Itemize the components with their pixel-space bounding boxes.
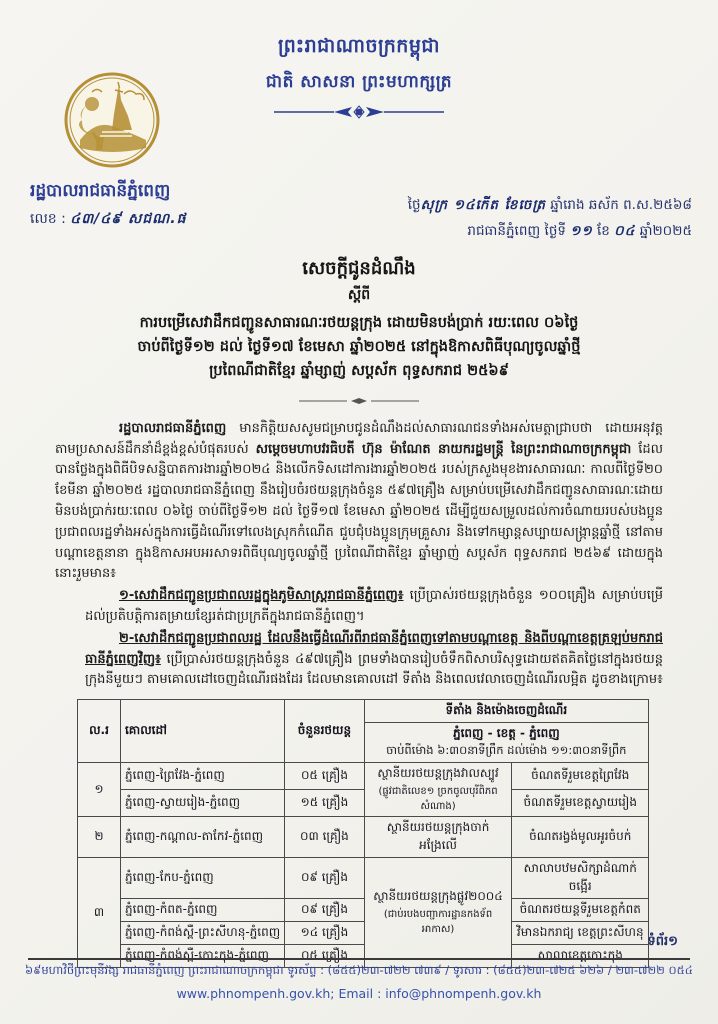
- table-row: [78, 858, 649, 899]
- route-cell: ភ្នំពេញ-កណ្តាល-តាកែវ-ភ្នំពេញ: [120, 817, 284, 858]
- col-header-location-sub: [364, 723, 648, 763]
- col-header-bus-count: ចំនួនរថយន្ត: [285, 700, 364, 763]
- issuer-name: រដ្ឋបាលរាជធានីភ្នំពេញ: [30, 181, 171, 201]
- col-header-no: ល.រ: [78, 700, 121, 763]
- subject-line-2: ចាប់ពីថ្ងៃទី១២ ដល់ ថ្ងៃទី១៧ ខែមេសា ឆ្នាំ២០២៥ នៅក្នុងឱកាសពិធីបុណ្យចូលឆ្នាំថ្មី: [137, 338, 581, 355]
- lunar-date-suffix: ឆ្នាំរោង ឆស័ក ព.ស.២៥៦៨: [545, 197, 692, 213]
- count-cell: ១៥ គ្រឿង: [285, 790, 364, 817]
- group-3-station: [364, 858, 512, 968]
- page-number: ទំព័រ១: [647, 934, 678, 949]
- stop-cell: ចំណតរង្វង់មូលអូរចំបក់: [512, 817, 649, 858]
- count-cell: ០៥ គ្រឿង: [285, 763, 364, 790]
- date-place-prefix: រាជធានីភ្នំពេញ ថ្ងៃទី: [467, 223, 566, 239]
- date-year: ឆ្នាំ២០២៥: [639, 223, 692, 239]
- col-header-location-title: ទីតាំង និងម៉ោងចេញដំណើរ: [364, 700, 648, 723]
- table-row: [78, 763, 649, 790]
- lunar-date-line: [408, 196, 692, 216]
- stop-cell: ចំណតទីរួមខេត្តព្រៃវែង: [512, 763, 649, 790]
- body-paragraphs: [55, 419, 663, 691]
- stop-cell: ចំណតរថយន្តទីរួមខេត្តកំពត: [512, 899, 649, 922]
- stop-cell: ចំណតទីរួមខេត្តស្វាយរៀង: [512, 790, 649, 817]
- col-header-destination: គោលដៅ: [120, 700, 284, 763]
- point-2: [55, 629, 663, 691]
- document-body: [55, 256, 663, 968]
- footer-divider: [28, 958, 690, 960]
- point-1-lead: ១-សេវាដឹកជញ្ជូនប្រជាពលរដ្ឋក្នុងភូមិសាស្ត្ររាជធានីភ្នំពេញ៖: [119, 588, 404, 604]
- station-note: (ជាប់របងបញ្ជាការដ្ឋានកងទ័ពអាកាស): [383, 909, 493, 936]
- bus-schedule-table: [77, 699, 649, 968]
- stop-cell: សាលាបឋមសិក្សាដំណាក់ចង្អើរ: [512, 858, 649, 899]
- count-cell: ០៥ គ្រឿង: [285, 945, 364, 968]
- stop-cell: វិមានឯករាជ្យ ខេត្តព្រះសីហនុ: [512, 922, 649, 945]
- table-row: [78, 922, 649, 945]
- station-name: ស្ថានីយរថយន្តក្រុងផ្លូវ២០០៤: [373, 889, 503, 904]
- count-cell: ០៩ គ្រឿង: [285, 858, 364, 899]
- subject-line-1: ការបម្រើសេវាដឹកជញ្ជូនសាធារណៈរថយន្តក្រុង ដោយមិនបង់ប្រាក់ រយៈពេល ០៦ថ្ងៃ: [139, 315, 579, 331]
- count-cell: ០៩ គ្រឿង: [285, 899, 364, 922]
- pm-name-bold: សម្តេចមហាបវរធិបតី ហ៊ុន ម៉ាណែត នាយករដ្ឋមន្ត្រី នៃព្រះរាជាណាចក្រកម្ពុជា: [255, 441, 632, 457]
- notice-title: សេចក្តីជូនដំណឹង: [302, 258, 416, 279]
- count-cell: ១៤ គ្រឿង: [285, 922, 364, 945]
- notice-subtitle: ស្តីពី: [347, 287, 371, 303]
- phnom-penh-seal-icon: [62, 70, 162, 170]
- kingdom-title: ព្រះរាជាណាចក្រកម្ពុជា: [278, 35, 440, 57]
- station-name: ស្ថានីយរថយន្តក្រុងវាលស្បូវ: [377, 766, 499, 781]
- route-cell: ភ្នំពេញ-ស្វាយរៀង-ភ្នំពេញ: [120, 790, 284, 817]
- reference-number-line: [30, 209, 186, 230]
- point-1: [55, 586, 663, 628]
- group-2-station: ស្ថានីយរថយន្តក្រុងចាក់អង្រែលើ: [364, 817, 512, 858]
- reference-number-handwritten: ៤៣/៤៩ សជណ.ផ: [70, 211, 187, 227]
- small-divider-icon: [55, 390, 663, 409]
- issuer-block: [30, 180, 186, 230]
- route-cell: ភ្នំពេញ-កែប-ភ្នំពេញ: [120, 858, 284, 899]
- date-day-handwritten: ១១: [570, 223, 593, 239]
- table-row: [78, 899, 649, 922]
- count-cell: ០៣ គ្រឿង: [285, 817, 364, 858]
- group-1-station: [364, 763, 512, 817]
- date-month-handwritten: ០៤: [614, 223, 636, 239]
- gregorian-date-line: [408, 222, 692, 242]
- stop-cell: សាលាខេត្តកោះកុង: [512, 945, 649, 968]
- lunar-date-prefix: ថ្ងៃ: [407, 197, 421, 213]
- route-cell: ភ្នំពេញ-កំពង់ស្ពឺ-ព្រះសីហនុ-ភ្នំពេញ: [120, 922, 284, 945]
- paragraph-1: [55, 419, 663, 585]
- route-cell: ភ្នំពេញ-កំពង់ស្ពឺ-កោះកុង-ភ្នំពេញ: [120, 945, 284, 968]
- group-3-number: ៣: [78, 858, 121, 968]
- paragraph-1-text-b: ដែលបានថ្លែងក្នុងពិធីបិទសន្និបាតការងារឆ្នាំ២០២៤ និងលើកទិសដៅការងារឆ្នាំ២០២៥ របស់ក្រសួងមុខងារសាធារណៈ កាលពីថ្ងៃទី២០ ខែមីនា ឆ្នាំ២០២៥ រដ្ឋបាលរាជធានីភ្នំពេញ នឹងរៀបចំរថយន្តក្រុងចំនួន ៥៩៧គ្រឿង សម្រាប់បម្រើសេវាដឹកជញ្ជូនសាធារណៈដោយមិនបង់ប្រាក់រយៈពេល ០៦ថ្ងៃ ចាប់ពីថ្ងៃទី១២ ដល់ ថ្ងៃទី១៧ ខែមេសា ឆ្នាំ២០២៥ ដើម្បីជួយសម្រួលដល់ការចំណាយរបស់បងប្អូនប្រជាពលរដ្ឋទាំងអស់ក្នុងការធ្វើដំណើរទៅលេងស្រុកកំណើត ជួបជុំបងប្អូនក្រុមគ្រួសារ និងទៅកម្សាន្តសប្បាយសង្ក្រាន្តឆ្នាំថ្មី នៅតាមបណ្តាខេត្តនានា ក្នុងឱកាសអបអរសាទរពិធីបុណ្យចូលឆ្នាំថ្មី ប្រពៃណីជាតិខ្មែរ ឆ្នាំម្សាញ់ សប្តស័ក ពុទ្ធសករាជ ២៥៦៩ ដោយក្នុងនោះរួមមាន៖: [55, 441, 663, 582]
- point-1-text: ប្រើប្រាស់រថយន្តក្រុងចំនួន ១០០គ្រឿង សម្រាប់បម្រើដល់ប្រតិបត្តិការតម្រាយខ្សែរត់ជាប្រក្រតីក្នុងរាជធានីភ្នំពេញ។: [85, 588, 663, 624]
- paragraph-1-text-a: មានកិត្តិយសសូមជម្រាបជូនដំណឹងដល់សាធារណជនទាំងអស់មេត្តាជ្រាបថា ដោយអនុវត្តតាមប្រសាសន៍ដឹកនាំដ៏ខ្ពង់ខ្ពស់បំផុតរបស់: [55, 420, 663, 457]
- group-1-number: ១: [78, 763, 121, 817]
- lunar-date-handwritten: សុក្រ ១៤កើត ខែចេត្រ: [420, 197, 546, 213]
- national-motto: ជាតិ សាសនា ព្រះមហាក្សត្រ: [265, 72, 453, 92]
- title-block: [55, 256, 663, 409]
- date-month-label: ខែ: [597, 223, 610, 239]
- notice-subject: [55, 312, 663, 384]
- point-2-text: ប្រើប្រាស់រថយន្តក្រុងចំនួន ៤៩៧គ្រឿង ព្រមទាំងបានរៀបចំទឹកពិសាបរិសុទ្ធដោយឥតគិតថ្លៃនៅក្នុងរថយន្តក្រុងនីមួយៗ តាមគោលដៅចេញដំណើរផងដែរ ដែលមានគោលដៅ ទីតាំង និងពេលវេលាចេញដំណើរលម្អិត ដូចខាងក្រោម៖: [85, 651, 663, 688]
- footer-website-line: www.phnompenh.gov.kh; Email : info@phnompenh.gov.kh: [176, 986, 542, 1001]
- subject-line-3: ប្រពៃណីជាតិខ្មែរ ឆ្នាំម្សាញ់ សប្តស័ក ពុទ្ធសករាជ ២៥៦៩: [209, 362, 509, 379]
- table-row: [78, 817, 649, 858]
- point-2-lead: ២-សេវាដឹកជញ្ជូនប្រជាពលរដ្ឋ ដែលនឹងធ្វើដំណើរពីរាជធានីភ្នំពេញទៅតាមបណ្តាខេត្ត និងពីបណ្តាខេត្តត្រឡប់មករាជធានីភ្នំពេញវិញ៖: [85, 630, 663, 667]
- route-cell: ភ្នំពេញ-កំពត-ភ្នំពេញ: [120, 899, 284, 922]
- group-2-number: ២: [78, 817, 121, 858]
- location-time-range: ចាប់ពីម៉ោង ៦:៣០នាទីព្រឹក ដល់ម៉ោង ១១:៣០នាទីព្រឹក: [386, 743, 627, 758]
- route-cell: ភ្នំពេញ-ព្រៃវែង-ភ្នំពេញ: [120, 763, 284, 790]
- reference-label: លេខ :: [30, 211, 66, 227]
- issuer-mention-bold: រដ្ឋបាលរាជធានីភ្នំពេញ: [119, 420, 227, 436]
- dateline-block: [408, 196, 692, 242]
- location-route-pattern: ភ្នំពេញ - ខេត្ត - ភ្នំពេញ: [452, 726, 560, 741]
- footer-block: [0, 963, 718, 1001]
- station-note: (ផ្លូវជាតិលេខ១ ច្រកចូលបុរីពិភពសំណាង): [378, 786, 498, 813]
- footer-address-line: ៦៩មហាវិថីព្រះមុនីវង្ស រាជធានីភ្នំពេញ ព្រះរាជាណាចក្រកម្ពុជា ទូរស័ព្ទ : (៨៥៥)២៣-៧២២ ៧៣៩ / ទូរសារ : (៨៥៥)២៣-៧២៥ ៦២៦ / ២៣-៧២២ ០៥៤: [25, 963, 693, 977]
- table-row: [78, 790, 649, 817]
